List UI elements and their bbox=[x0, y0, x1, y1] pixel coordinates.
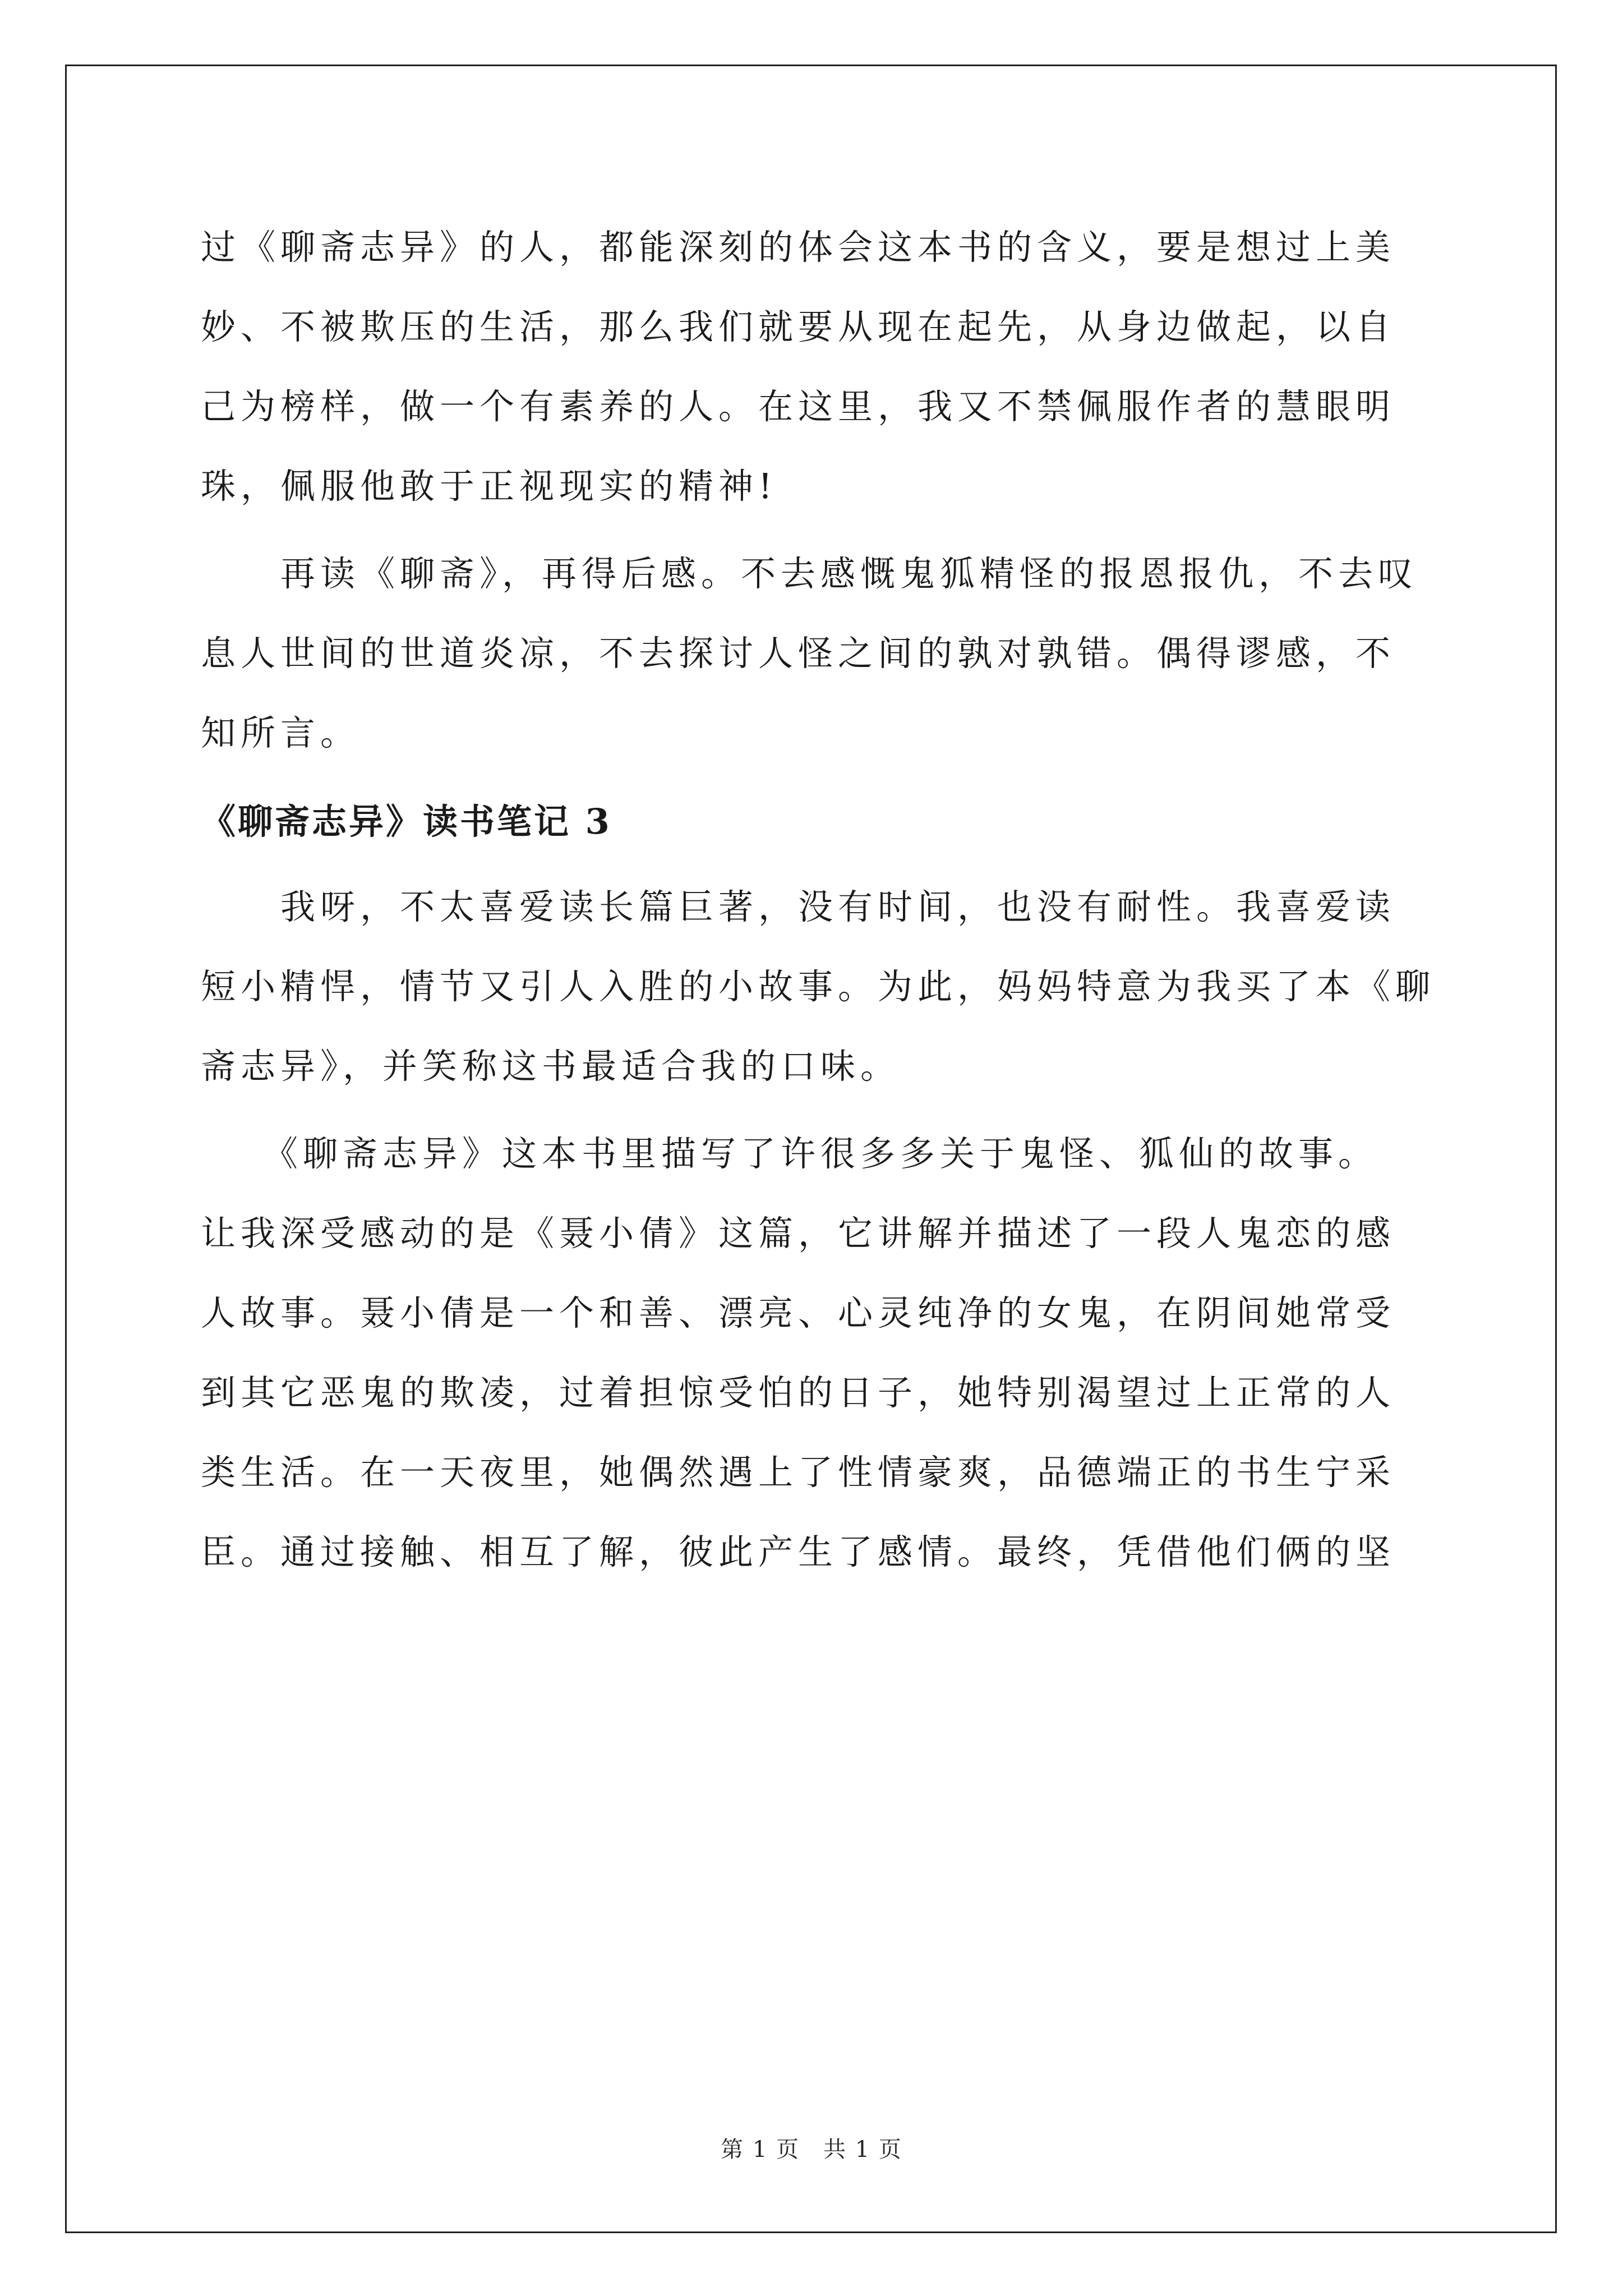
paragraph bbox=[201, 208, 1423, 526]
text-line: 珠，佩服他敢于正视现实的精神! bbox=[201, 466, 777, 507]
paragraph bbox=[201, 867, 1436, 1106]
text-line: 短小精悍，情节又引人入胜的小故事。为此，妈妈特意为我买了本《聊 bbox=[201, 966, 1436, 1007]
text-line: 《聊斋志异》这本书里描写了许很多多关于鬼怪、狐仙的故事。 bbox=[201, 1133, 1378, 1174]
text-line: 让我深受感动的是《聂小倩》这篇，它讲解并描述了一段人鬼恋的感 bbox=[201, 1213, 1396, 1254]
page-footer: 第 1 页 共 1 页 bbox=[721, 2137, 902, 2162]
text-line: 类生活。在一天夜里，她偶然遇上了性情豪爽，品德端正的书生宁采 bbox=[201, 1452, 1396, 1493]
text-line: 息人世间的世道炎凉，不去探讨人怪之间的孰对孰错。偶得谬感，不 bbox=[201, 633, 1396, 674]
text-line: 到其它恶鬼的欺凌，过着担惊受怕的日子，她特别渴望过上正常的人 bbox=[201, 1372, 1396, 1413]
paragraph bbox=[201, 1114, 1423, 1592]
text-line: 再读《聊斋》，再得后感。不去感慨鬼狐精怪的报恩报仇，不去叹 bbox=[201, 553, 1418, 594]
text-line: 过《聊斋志异》的人，都能深刻的体会这本书的含义，要是想过上美 bbox=[201, 227, 1396, 268]
text-line: 知所言。 bbox=[201, 712, 361, 753]
text-line: 斋志异》，并笑称这书最适合我的口味。 bbox=[201, 1046, 901, 1087]
text-line: 臣。通过接触、相互了解，彼此产生了感情。最终，凭借他们俩的坚 bbox=[201, 1531, 1396, 1572]
text-line: 己为榜样，做一个有素养的人。在这里，我又不禁佩服作者的慧眼明 bbox=[201, 386, 1396, 427]
section-heading: 《聊斋志异》读书笔记 3 bbox=[201, 801, 612, 842]
text-line: 我呀，不太喜爱读长篇巨著，没有时间，也没有耐性。我喜爱读 bbox=[201, 886, 1396, 927]
text-line: 人故事。聂小倩是一个和善、漂亮、心灵纯净的女鬼，在阴间她常受 bbox=[201, 1292, 1396, 1333]
document-body bbox=[201, 208, 1436, 1592]
text-line: 妙、不被欺压的生活，那么我们就要从现在起先，从身边做起，以自 bbox=[201, 306, 1396, 347]
paragraph bbox=[201, 534, 1423, 773]
